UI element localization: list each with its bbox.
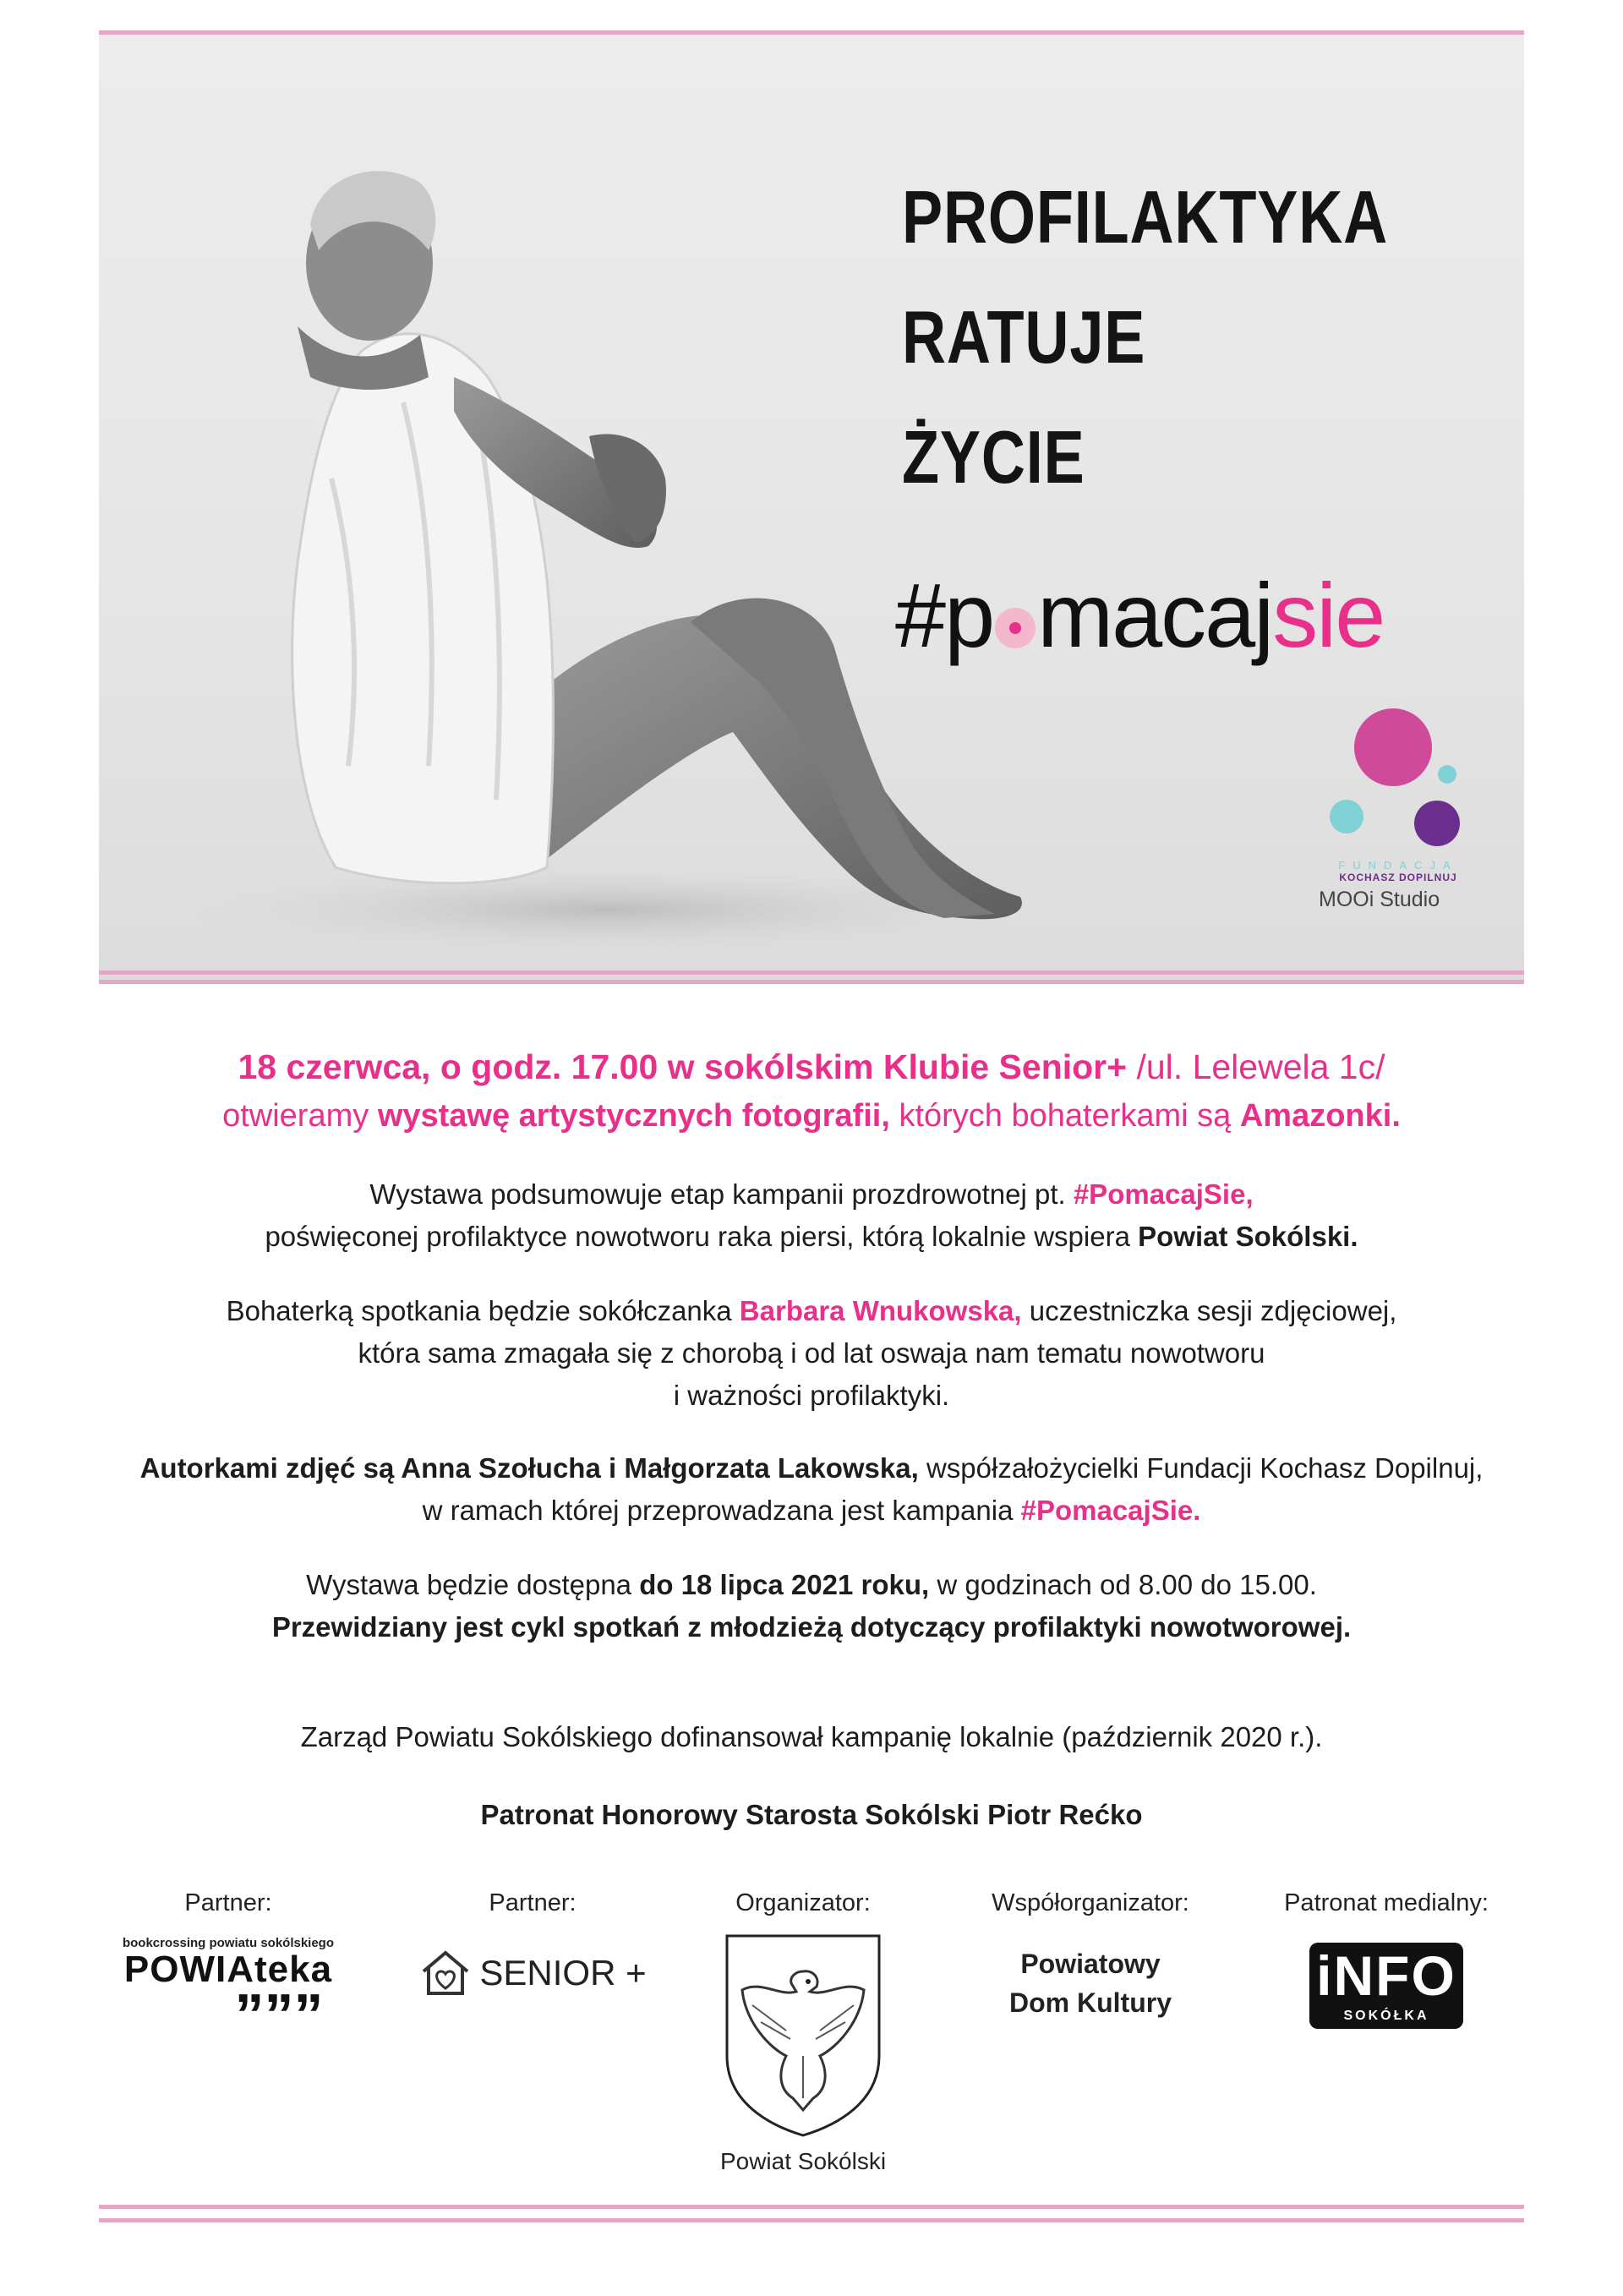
quote-marks-icon: ””” [234, 1982, 324, 2047]
p3-line-1 [0, 1447, 1623, 1490]
powiateka-tagline: bookcrossing powiatu sokólskiego [122, 1936, 335, 1950]
headline-line-3: ŻYCIE [902, 415, 1085, 499]
headline [902, 157, 1388, 517]
foundation-name [1309, 859, 1487, 883]
intro-text-c: których bohaterkami są [889, 1098, 1240, 1134]
p2-line-1 [0, 1290, 1623, 1332]
p1-text-b: poświęconej profilaktyce nowotworu raka piersi, którą lokalnie wspiera [265, 1221, 1139, 1252]
intro-line-1 [0, 1041, 1623, 1092]
p4-hours: w godzinach od 8.00 do 15.00. [929, 1569, 1317, 1600]
senior-logo [397, 1948, 668, 1998]
organizer-label: Organizator: [735, 1889, 871, 1916]
hero-rule-lower [99, 970, 1524, 975]
headline-line-1: PROFILAKTYKA [902, 175, 1389, 259]
p2-name: Barbara Wnukowska, [739, 1295, 1022, 1326]
intro-text-d: Amazonki. [1239, 1098, 1401, 1134]
footer-rule-2 [99, 2218, 1524, 2222]
coorganizer [955, 1889, 1226, 2022]
partner1-label: Partner: [184, 1889, 272, 1916]
honorary-patronage: Patronat Honorowy Starosta Sokólski Piotr Rećko [480, 1799, 1143, 1830]
hashtag-suffix: sie [1272, 564, 1385, 666]
intro-line-2 [0, 1092, 1623, 1140]
p1-line-1 [0, 1173, 1623, 1216]
hashtag-middle: macaj [1037, 564, 1273, 666]
p1-hashtag: #PomacajSie, [1073, 1178, 1254, 1210]
house-heart-icon [418, 1948, 473, 1998]
intro-text-b: wystawę artystycznych fotografii, [377, 1098, 890, 1134]
p3-text-c: w ramach której przeprowadzana jest kampania [422, 1495, 1021, 1526]
p2-line-3: i ważności profilaktyki. [673, 1380, 950, 1411]
powiateka-logo: POWIAteka [123, 1949, 333, 1990]
pdk-line-1: Powiatowy [1020, 1949, 1161, 1979]
powiat-coat-of-arms-icon [719, 1929, 888, 2140]
pdk-logo [955, 1944, 1226, 2022]
o-dot-icon [995, 608, 1036, 648]
p3-authors: Autorkami zdjęć są Anna Szołucha i Małgorzata Lakowska, [139, 1452, 919, 1484]
hero-bottom-rule [99, 980, 1524, 984]
p4-date: do 18 lipca 2021 roku, [639, 1569, 930, 1600]
studio-credit: MOOi Studio [1319, 888, 1440, 911]
partner-powiateka [101, 1889, 355, 2047]
intro-address: /ul. Lelewela 1c/ [1127, 1047, 1385, 1086]
p4-line-2: Przewidziany jest cykl spotkań z młodzieżą dotyczący profilaktyki nowotworowej. [271, 1611, 1352, 1643]
foundation-line-2: KOCHASZ DOPILNUJ [1339, 872, 1457, 883]
hashtag-prefix: #p [895, 564, 994, 666]
intro-date-place: 18 czerwca, o godz. 17.00 w sokólskim Klubie Senior+ [238, 1047, 1128, 1086]
senior-logo-text: SENIOR + [479, 1953, 647, 1993]
foundation-circles-logo [1319, 698, 1488, 859]
p2-text-c: uczestniczka sesji zdjęciowej, [1021, 1295, 1397, 1326]
p4-line-1 [0, 1564, 1623, 1606]
headline-line-2: RATUJE [902, 295, 1146, 379]
p2-text-a: Bohaterką spotkania będzie sokółczanka [226, 1295, 740, 1326]
partner-logos [0, 1889, 1623, 2174]
info-logo-text: iNFO [1316, 1944, 1456, 2007]
funding-note: Zarząd Powiatu Sokólskiego dofinansował kampanię lokalnie (październik 2020 r.). [300, 1721, 1323, 1752]
p1-text-a: Wystawa podsumowuje etap kampanii prozdrowotnej pt. [369, 1178, 1074, 1210]
hero-banner [99, 30, 1524, 984]
pdk-line-2: Dom Kultury [1009, 1987, 1172, 2018]
p2-line-2: która sama zmagała się z chorobą i od lat oswaja nam tematu nowotworu [358, 1337, 1265, 1369]
hero-top-rule [99, 30, 1524, 35]
p3-hashtag: #PomacajSie. [1020, 1495, 1201, 1526]
footer-rule-1 [99, 2205, 1524, 2209]
p3-text-b: współzałożycielki Fundacji Kochasz Dopilnuj, [918, 1452, 1484, 1484]
p1-line-2 [0, 1216, 1623, 1258]
foundation-line-1: FUNDACJA [1338, 859, 1458, 872]
coorganizer-label: Współorganizator: [992, 1889, 1189, 1916]
sokolka-logo-text: SOKÓŁKA [1343, 2009, 1429, 2023]
partner2-label: Partner: [489, 1889, 577, 1916]
p1-powiat: Powiat Sokólski. [1138, 1221, 1358, 1252]
intro-text-a: otwieramy [222, 1098, 378, 1134]
organizer-caption: Powiat Sokólski [719, 2148, 887, 2174]
organizer [693, 1889, 913, 2175]
partner-senior [397, 1889, 668, 1998]
media-patron [1251, 1889, 1522, 2029]
p4-text-a: Wystawa będzie dostępna [306, 1569, 640, 1600]
media-label: Patronat medialny: [1284, 1889, 1489, 1916]
campaign-hashtag [895, 565, 1384, 666]
info-sokolka-logo [1309, 1943, 1463, 2029]
p3-line-2 [0, 1490, 1623, 1532]
